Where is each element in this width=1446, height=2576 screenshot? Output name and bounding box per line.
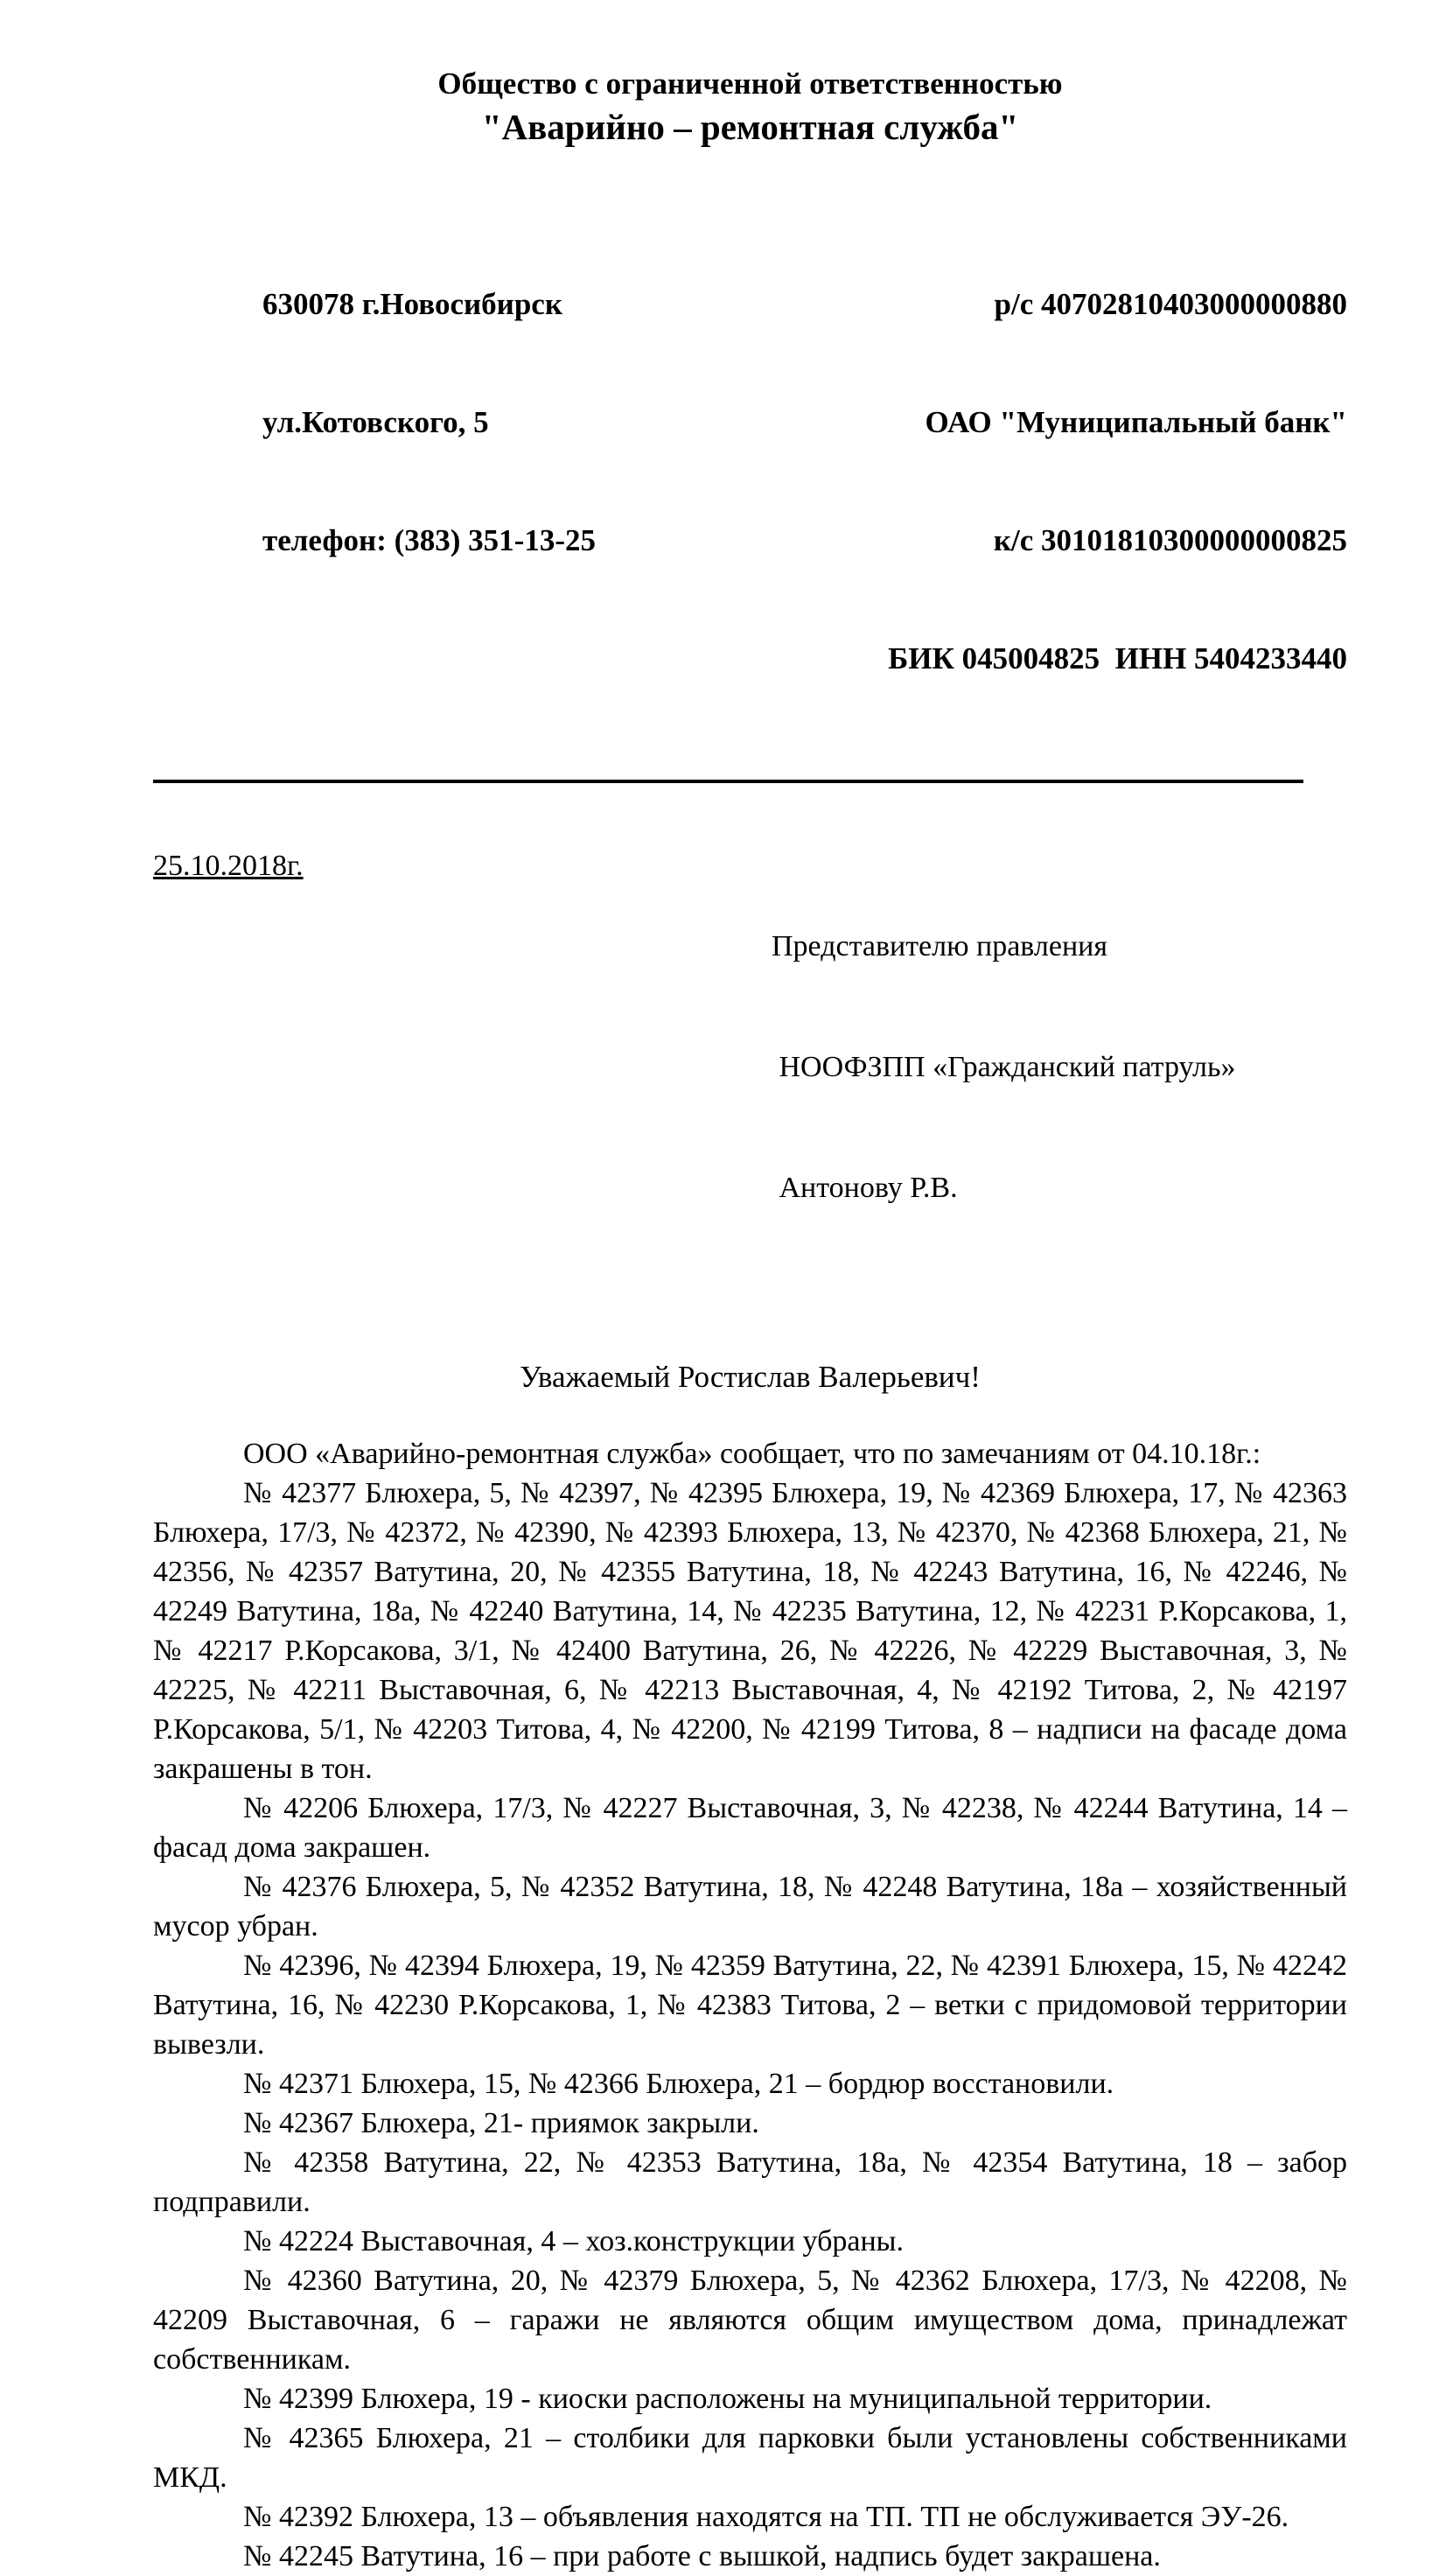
body-paragraph: № 42245 Ватутина, 16 – при работе с вышкой, надпись будет закрашена.	[243, 2540, 1161, 2572]
body-paragraph: № 42376 Блюхера, 5, № 42352 Ватутина, 18, № 42248 Ватутина, 18а – хозяйственный мусор убран.	[153, 1871, 1347, 1942]
company-address-block	[262, 206, 596, 757]
addressee-line-position: Представителю правления	[772, 930, 1107, 962]
body-paragraph: № 42365 Блюхера, 21 – столбики для парковки были установлены собственниками МКД.	[153, 2422, 1347, 2494]
address-line-street: ул.Котовского, 5	[262, 405, 489, 439]
addressee-block	[772, 846, 1235, 1289]
date-addressee-row	[153, 846, 1347, 1289]
org-header	[153, 63, 1347, 150]
address-line-postal: 630078 г.Новосибирск	[262, 287, 562, 321]
body-paragraph: № 42224 Выставочная, 4 – хоз.конструкции убраны.	[243, 2225, 905, 2258]
body-paragraph-intro: ООО «Аварийно-ремонтная служба» сообщает, что по замечаниям от 04.10.18г.:	[243, 1438, 1261, 1470]
body-paragraph: № 42371 Блюхера, 15, № 42366 Блюхера, 21 – бордюр восстановили.	[243, 2068, 1114, 2100]
address-line-phone: телефон: (383) 351-13-25	[262, 523, 596, 557]
header-divider-line	[153, 780, 1303, 783]
org-name-title: "Аварийно – ремонтная служба"	[481, 107, 1019, 147]
body-paragraph: № 42360 Ватутина, 20, № 42379 Блюхера, 5, № 42362 Блюхера, 17/3, № 42208, № 42209 Выставочная, 6 – гаражи не являются общим имуществом дома, принадлежат собственникам.	[153, 2264, 1347, 2376]
body-paragraph: № 42206 Блюхера, 17/3, № 42227 Выставочная, 3, № 42238, № 42244 Ватутина, 14 – фасад дома закрашен.	[153, 1792, 1347, 1864]
body-paragraph: № 42377 Блюхера, 5, № 42397, № 42395 Блюхера, 19, № 42369 Блюхера, 17, № 42363 Блюхера, 17/3, № 42372, № 42390, № 42393 Блюхера, 13, № 42370, № 42368 Блюхера, 21, № 42356, № 42357 Ватутина, 20, № 42355 Ватутина, 18, № 42243 Ватутина, 16, № 42246, № 42249 Ватутина, 18а, № 42240 Ватутина, 14, № 42235 Ватутина, 12, № 42231 Р.Корсакова, 1, № 42217 Р.Корсакова, 3/1, № 42400 Ватутина, 26, № 42226, № 42229 Выставочная, 3, № 42225, № 42211 Выставочная, 6, № 42213 Выставочная, 4, № 42192 Титова, 2, № 42197 Р.Корсакова, 5/1, № 42203 Титова, 4, № 42200, № 42199 Титова, 8 – надписи на фасаде дома закрашены в тон.	[153, 1477, 1347, 1785]
body-paragraph: № 42399 Блюхера, 19 - киоски расположены на муниципальной территории.	[243, 2383, 1212, 2415]
bank-line-corr-account: к/с 30101810300000000825	[993, 523, 1347, 557]
addressee-line-organization: НООФЗПП «Гражданский патруль»	[772, 1051, 1236, 1083]
body-paragraph: № 42358 Ватутина, 22, № 42353 Ватутина, 18а, № 42354 Ватутина, 18 – забор подправили.	[153, 2146, 1347, 2218]
bank-line-bik-inn: БИК 045004825 ИНН 5404233440	[888, 641, 1347, 676]
bank-details-block	[888, 206, 1347, 757]
body-paragraph: № 42396, № 42394 Блюхера, 19, № 42359 Ватутина, 22, № 42391 Блюхера, 15, № 42242 Ватутина, 16, № 42230 Р.Корсакова, 1, № 42383 Титова, 2 – ветки с придомовой территории вывезли.	[153, 1950, 1347, 2061]
body-paragraph: № 42367 Блюхера, 21- приямок закрыли.	[243, 2107, 759, 2139]
contact-block	[153, 206, 1347, 757]
addressee-line-person: Антонову Р.В.	[772, 1172, 958, 1204]
salutation: Уважаемый Ростислав Валерьевич!	[520, 1360, 981, 1394]
body-paragraph: № 42392 Блюхера, 13 – объявления находятся на ТП. ТП не обслуживается ЭУ-26.	[243, 2501, 1289, 2533]
org-type-title: Общество с ограниченной ответственностью	[437, 66, 1063, 101]
letter-date: 25.10.2018г.	[153, 850, 304, 882]
bank-line-bank-name: ОАО "Муниципальный банк"	[925, 405, 1347, 439]
bank-line-settlement-account: р/с 40702810403000000880	[994, 287, 1347, 321]
letter-body	[153, 1434, 1347, 2576]
